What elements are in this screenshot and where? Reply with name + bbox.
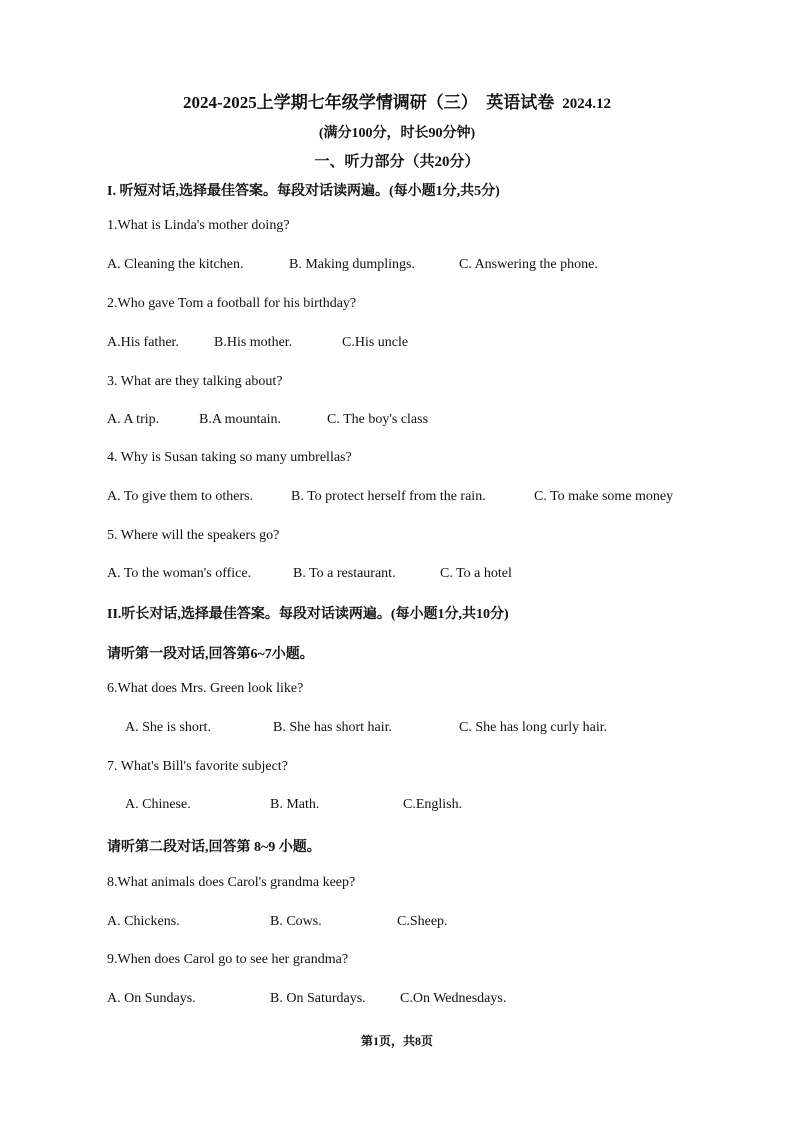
question-5-options: [107, 566, 512, 582]
question-4: 4. Why is Susan taking so many umbrellas?: [107, 450, 352, 465]
option-a: A. She is short.: [125, 720, 211, 735]
option-c: C.His uncle: [342, 335, 409, 350]
option-a: A. Chinese.: [125, 797, 191, 812]
question-3-options: [107, 412, 428, 428]
option-a: A. A trip.: [107, 412, 160, 427]
option-b: B.His mother.: [214, 335, 293, 350]
question-1-options: [107, 257, 598, 273]
option-c: C. Answering the phone.: [459, 257, 598, 272]
question-7-options: [125, 797, 462, 813]
option-b: B. To a restaurant.: [293, 566, 396, 581]
option-a: A. Chickens.: [107, 914, 180, 929]
option-a: A. To give them to others.: [107, 489, 254, 504]
page-number: 第1页，共8页: [360, 1034, 433, 1048]
exam-title: [0, 88, 794, 113]
question-8: 8.What animals does Carol's grandma keep?: [107, 875, 356, 890]
question-7: 7. What's Bill's favorite subject?: [107, 759, 288, 774]
exam-subtitle: (满分100分，时长90分钟): [318, 126, 476, 141]
question-1: 1.What is Linda's mother doing?: [107, 218, 290, 233]
question-4-options: [107, 489, 673, 505]
option-b: B. To protect herself from the rain.: [291, 489, 486, 504]
question-2: 2.Who gave Tom a football for his birthday?: [107, 296, 357, 311]
option-c: C.Sheep.: [397, 914, 448, 929]
question-9-options: [107, 991, 506, 1007]
option-b: B.A mountain.: [199, 412, 282, 427]
section-2-heading: II.听长对话,选择最佳答案。每段对话读两遍。(每小题1分,共10分): [107, 607, 509, 622]
option-a: A.His father.: [107, 335, 179, 350]
option-c: C.On Wednesdays.: [400, 991, 507, 1006]
dialogue-1-instruction: 请听第一段对话,回答第6~7小题。: [107, 647, 314, 662]
option-b: B. She has short hair.: [273, 720, 392, 735]
option-b: B. Cows.: [270, 914, 322, 929]
option-a: A. To the woman's office.: [107, 566, 252, 581]
option-b: B. Math.: [270, 797, 320, 812]
dialogue-2-instruction: 请听第二段对话,回答第 8~9 小题。: [107, 840, 321, 855]
question-9: 9.When does Carol go to see her grandma?: [107, 952, 349, 967]
question-3: 3. What are they talking about?: [107, 374, 283, 389]
option-c: C.English.: [403, 797, 463, 812]
option-c: C. She has long curly hair.: [459, 720, 608, 735]
question-6-options: [125, 720, 607, 736]
option-c: C. To make some money: [534, 489, 674, 504]
exam-date: 2024.12: [562, 96, 611, 112]
section-1-heading: I. 听短对话,选择最佳答案。每段对话读两遍。(每小题1分,共5分): [107, 184, 500, 199]
part-heading: 一、听力部分（共20分）: [314, 154, 480, 170]
option-c: C. The boy's class: [327, 412, 429, 427]
question-2-options: [107, 335, 408, 351]
question-8-options: [107, 914, 448, 930]
exam-title-text: 2024-2025上学期七年级学情调研（三） 英语试卷: [183, 93, 555, 112]
option-a: A. Cleaning the kitchen.: [107, 257, 244, 272]
option-b: B. Making dumplings.: [289, 257, 416, 272]
question-6: 6.What does Mrs. Green look like?: [107, 681, 304, 696]
option-c: C. To a hotel: [440, 566, 512, 581]
option-b: B. On Saturdays.: [270, 991, 366, 1006]
option-a: A. On Sundays.: [107, 991, 196, 1006]
question-5: 5. Where will the speakers go?: [107, 528, 280, 543]
